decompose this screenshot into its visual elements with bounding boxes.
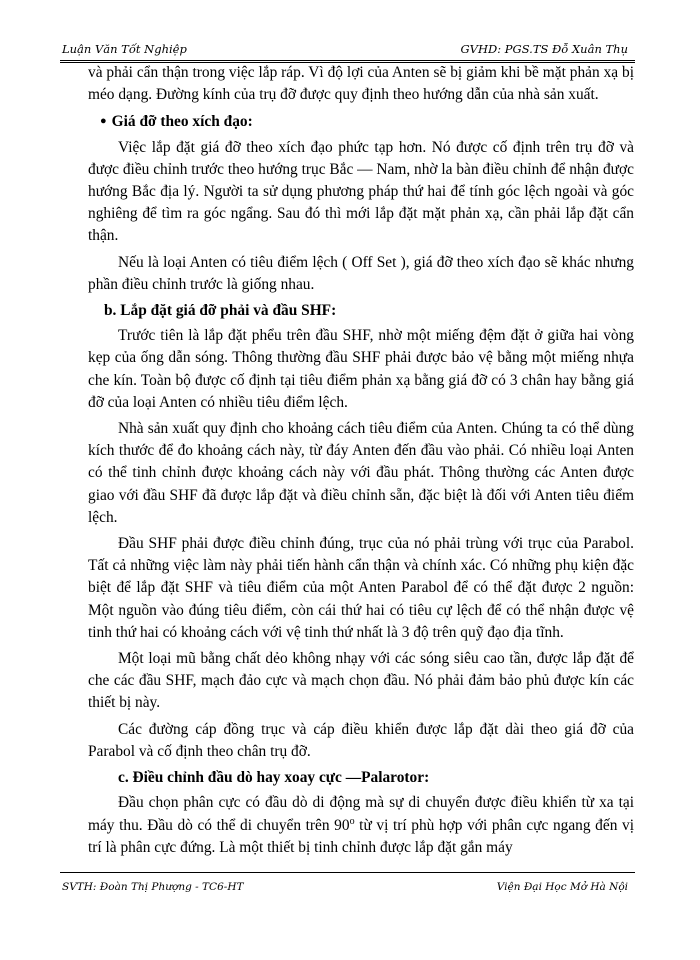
heading-b: b. Lắp đặt giá đỡ phải và đầu SHF: xyxy=(104,302,337,320)
header-left-text: Luận Văn Tốt Nghiệp xyxy=(62,42,187,56)
page-footer xyxy=(62,878,628,896)
heading-equatorial-mount xyxy=(88,110,634,133)
footer-left-text: SVTH: Đoàn Thị Phượng - TC6-HT xyxy=(62,881,244,893)
degree-superscript: o xyxy=(349,815,355,827)
paragraph-9-part-b: từ vị trí phù hợp với phân cực ngang đến vị trí là phân cực đứng. Là một thiết bị tinh chỉnh được lắp đặt gắn máy xyxy=(88,816,634,856)
paragraph-3: Nếu là loại Anten có tiêu điểm lệch ( Off Set ), giá đỡ theo xích đạo sẽ khác nhưng phần điều chỉnh trước là giống nhau. xyxy=(88,253,634,293)
paragraph-2: Việc lắp đặt giá đỡ theo xích đạo phức tạp hơn. Nó được cố định trên trụ đỡ và được điều chỉnh trước theo hướng trục Bắc — Nam, nhờ la bàn điều chỉnh để nhận được hướng Bắc địa lý. Người ta sử dụng phương pháp thứ hai để tính góc lệch ngoài và góc nghiêng để tìm ra góc ngẩng. Sau đó thì mới lắp đặt mặt phản xạ, cần phải lắp đặt cẩn thận. xyxy=(88,138,634,245)
heading-equatorial-mount-text: Giá đỡ theo xích đạo: xyxy=(111,113,253,131)
footer-right-text: Viện Đại Học Mở Hà Nội xyxy=(496,881,628,893)
paragraph-8: Các đường cáp đồng trục và cáp điều khiển được lắp đặt dài theo giá đỡ của Parabol và cố định theo chân trụ đỡ. xyxy=(88,720,634,760)
bullet-icon: ● xyxy=(100,115,107,128)
page-header xyxy=(62,40,628,58)
paragraph-5: Nhà sản xuất quy định cho khoảng cách tiêu điểm của Anten. Chúng ta có thể dùng kích thước để đo khoảng cách này, từ đáy Anten đến đầu vào phải. Có nhiều loại Anten có thể tinh chỉnh được khoảng cách này với đầu phát. Thông thường các Anten được giao với đầu SHF đã được lắp đặt và điều chỉnh sẵn, đặc biệt là đối với Anten tiêu điểm lệch. xyxy=(88,420,634,526)
paragraph-9-part-a: Đầu chọn phân cực có đầu dò di động mà sự di chuyển được điều khiển từ xa tại máy thu. Đầu dò có thể di chuyển trên 90 xyxy=(88,794,634,834)
paragraph-1: và phải cẩn thận trong việc lắp ráp. Vì độ lợi của Anten sẽ bị giảm khi bề mặt phản xạ bị méo dạng. Đường kính của trụ đỡ được quy định theo hướng dẫn của nhà sản xuất. xyxy=(88,64,634,104)
paragraph-6: Đầu SHF phải được điều chỉnh đúng, trục của nó phải trùng với trục của Parabol. Tất cả những việc làm này phải tiến hành cẩn thận và chính xác. Có những phụ kiện đặc biệt để lắp đặt SHF và tiêu điểm của một Anten Parabol để có thể đặt được 2 nguồn: Một nguồn vào đúng tiêu điểm, còn cái thứ hai có tiêu cự lệch để có thể nhận được vệ tinh thứ hai có khoảng cách với vệ tinh thứ nhất là 3 độ trên quỹ đạo địa tĩnh. xyxy=(88,535,634,641)
paragraph-9 xyxy=(88,792,634,859)
paragraph-7: Một loại mũ bằng chất dẻo không nhạy với các sóng siêu cao tần, được lắp đặt để che các đầu SHF, mạch đảo cực và mạch chọn đầu. Nó phải đảm bảo phủ được kín các thiết bị này. xyxy=(88,650,634,712)
header-right-text: GVHD: PGS.TS Đỗ Xuân Thụ xyxy=(460,42,628,56)
heading-c: c. Điều chỉnh đầu dò hay xoay cực —Palarotor: xyxy=(118,769,430,787)
footer-rule xyxy=(60,872,635,873)
page-body xyxy=(88,62,634,863)
paragraph-4: Trước tiên là lắp đặt phểu trên đầu SHF, nhờ một miếng đệm đặt ở giữa hai vòng kẹp của ống dẫn sóng. Thông thường đầu SHF phải được bảo vệ bằng một miếng nhựa che kín. Toàn bộ được cố định tại tiêu điểm phản xạ bằng giá đỡ có 3 chân hay bằng giá đỡ của loại Anten có nhiều tiêu điểm lệch. xyxy=(88,327,634,411)
